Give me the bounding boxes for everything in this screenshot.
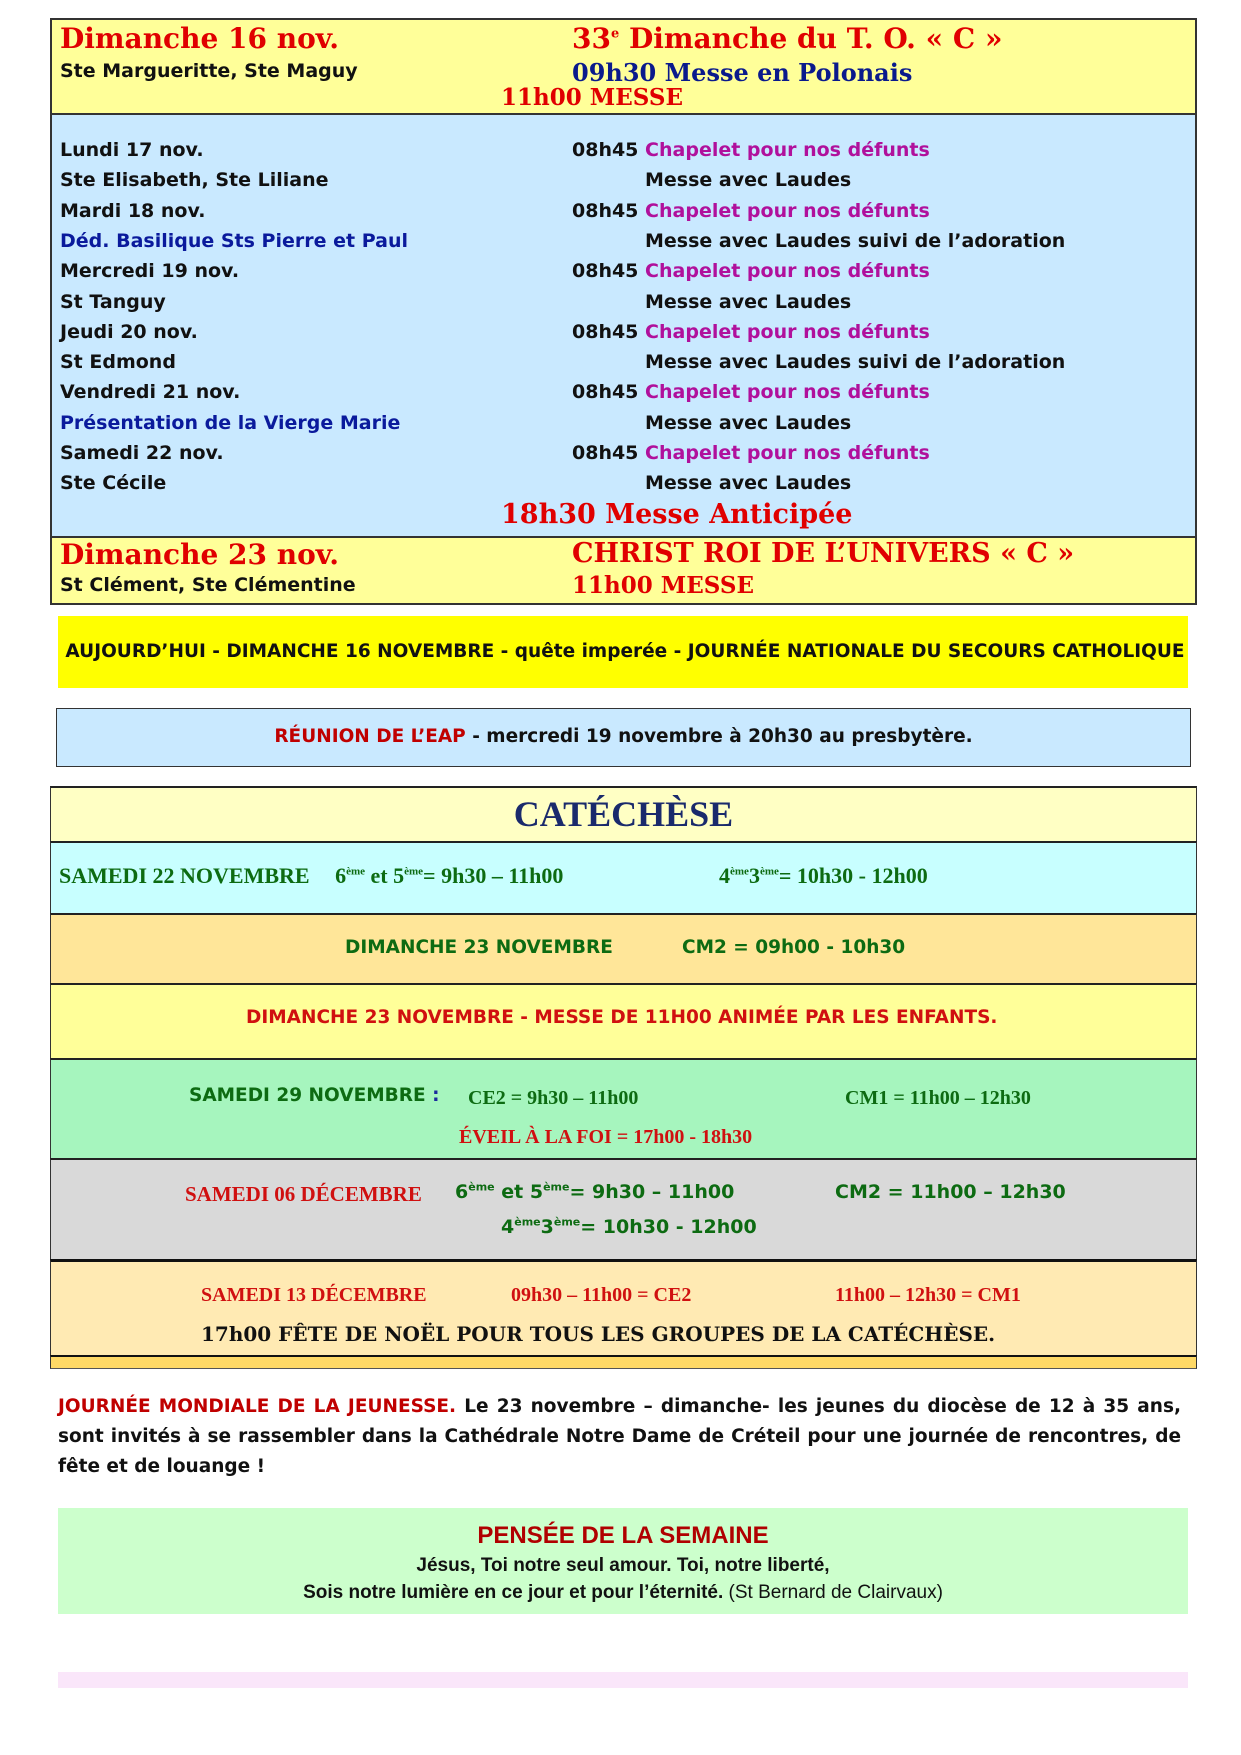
- catechese-sun23-mass: [50, 983, 1197, 1058]
- catechese-sat06: [50, 1158, 1197, 1259]
- sunday1-polish-mass: 09h30 Messe en Polonais: [572, 58, 913, 87]
- chapelet-label: Chapelet pour nos défunts: [645, 260, 930, 283]
- sat13-cm1: 11h00 – 12h30 = CM1: [835, 1284, 1021, 1306]
- sunday2-saints: St Clément, Ste Clémentine: [60, 574, 356, 596]
- sunday2-title: CHRIST ROI DE L’UNIVERS « C »: [572, 538, 1075, 569]
- title-rest: Dimanche du T. O. « C »: [619, 22, 1003, 55]
- weekday-schedule: [50, 115, 1197, 537]
- chapelet-time: 08h45: [572, 199, 639, 222]
- sat29-eveil: ÉVEIL À LA FOI = 17h00 - 18h30: [459, 1126, 753, 1148]
- weekday-date: Jeudi 20 nov.: [60, 320, 198, 343]
- sunday-16-block: [50, 18, 1197, 115]
- sunday-23-block: [50, 536, 1197, 605]
- sat22-group2: 4ème3ème= 10h30 - 12h00: [719, 863, 928, 888]
- sat13-label: SAMEDI 13 DÉCEMBRE: [201, 1284, 427, 1306]
- pensee-quote: Sois notre lumière en ce jour et pour l’éternité.: [303, 1582, 724, 1603]
- weekday-chapelet-line: [572, 196, 930, 226]
- sunday1-date: Dimanche 16 nov.: [60, 22, 339, 55]
- sunday1-main-mass: 11h00 MESSE: [501, 84, 683, 111]
- sun23-mass-text: DIMANCHE 23 NOVEMBRE - MESSE DE 11H00 ANIMÉE PAR LES ENFANTS.: [246, 1007, 998, 1028]
- chapelet-label: Chapelet pour nos défunts: [645, 442, 930, 464]
- sat22-line: [59, 863, 563, 889]
- sat06-group1: 6ème et 5ème= 9h30 – 11h00: [455, 1180, 735, 1203]
- pensee-line1: Jésus, Toi notre seul amour. Toi, notre liberté,: [416, 1555, 830, 1576]
- catechese-header: [50, 786, 1197, 841]
- sunday1-saints: Ste Margueritte, Ste Maguy: [60, 60, 358, 82]
- weekday-date: Mardi 18 nov.: [60, 199, 206, 222]
- weekday-chapelet-line: [572, 317, 930, 347]
- weekday-saint: Déd. Basilique Sts Pierre et Paul: [60, 229, 408, 252]
- title-number: 33: [572, 22, 611, 55]
- sunday2-date: Dimanche 23 nov.: [60, 538, 339, 571]
- pensee-box: [58, 1508, 1188, 1614]
- weekday-date: Lundi 17 nov.: [60, 139, 204, 161]
- weekday-saint: Ste Elisabeth, Ste Liliane: [60, 169, 329, 192]
- eap-details: - mercredi 19 novembre à 20h30 au presbytère.: [465, 726, 973, 747]
- sat29-colon: :: [432, 1085, 440, 1106]
- sat22-label: SAMEDI 22 NOVEMBRE: [59, 863, 310, 888]
- anticipated-mass: 18h30 Messe Anticipée: [501, 499, 853, 530]
- chapelet-label: Chapelet pour nos défunts: [645, 139, 930, 161]
- weekday-saint: Présentation de la Vierge Marie: [60, 411, 401, 434]
- catechese-sun23: [50, 913, 1197, 983]
- weekday-mass: Messe avec Laudes: [645, 169, 852, 192]
- chapelet-time: 08h45: [572, 320, 639, 343]
- jmj-paragraph: [58, 1392, 1181, 1482]
- pensee-title: PENSÉE DE LA SEMAINE: [477, 1522, 769, 1549]
- sat29-cm1: CM1 = 11h00 – 12h30: [845, 1087, 1031, 1109]
- catechese-sat22: [50, 841, 1197, 913]
- weekday-date: Vendredi 21 nov.: [60, 381, 241, 404]
- sat29-label-line: [189, 1085, 439, 1106]
- chapelet-time: 08h45: [572, 139, 639, 161]
- quete-banner: [58, 616, 1188, 688]
- title-superscript: e: [610, 26, 620, 42]
- sat06-cm2: CM2 = 11h00 – 12h30: [835, 1181, 1066, 1203]
- sun23-detail: CM2 = 09h00 - 10h30: [682, 937, 906, 958]
- jmj-label: JOURNÉE MONDIALE DE LA JEUNESSE.: [58, 1396, 457, 1417]
- sat06-group2: 4ème3ème= 10h30 - 12h00: [501, 1215, 757, 1238]
- decorative-pink-bar: [58, 1672, 1188, 1688]
- weekday-mass: Messe avec Laudes suivi de l’adoration: [645, 229, 1066, 252]
- sun23-label: DIMANCHE 23 NOVEMBRE: [345, 937, 613, 958]
- sat29-ce2: CE2 = 9h30 – 11h00: [468, 1087, 639, 1109]
- sat13-noel: 17h00 FÊTE DE NOËL POUR TOUS LES GROUPES DE LA CATÉCHÈSE.: [201, 1322, 996, 1346]
- weekday-chapelet-line: [572, 377, 930, 407]
- quete-text: AUJOURD’HUI - DIMANCHE 16 NOVEMBRE - quête imperée - JOURNÉE NATIONALE DU SECOURS CATHOLIQUE: [65, 641, 1185, 662]
- jmj-text: Le 23 novembre – dimanche- les jeunes du diocèse de 12 à 35 ans, sont invités à se rassembler dans la Cathédrale Notre Dame de Créteil pour une journée de rencontres, de fête et de louange !: [58, 1396, 1181, 1477]
- weekday-chapelet-line: [572, 135, 930, 165]
- weekday-saint: Ste Cécile: [60, 472, 167, 495]
- weekday-chapelet-line: [572, 256, 930, 286]
- weekday-mass: Messe avec Laudes: [645, 290, 852, 313]
- weekday-date: Mercredi 19 nov.: [60, 260, 240, 283]
- chapelet-time: 08h45: [572, 442, 639, 464]
- catechese-sat13: [50, 1259, 1197, 1355]
- weekday-mass: Messe avec Laudes suivi de l’adoration: [645, 351, 1066, 374]
- catechese-title: CATÉCHÈSE: [513, 794, 734, 834]
- weekday-saint: St Tanguy: [60, 290, 166, 313]
- chapelet-label: Chapelet pour nos défunts: [645, 320, 930, 343]
- sunday2-main-mass: 11h00 MESSE: [572, 572, 754, 599]
- chapelet-label: Chapelet pour nos défunts: [645, 199, 930, 222]
- pensee-line2: [58, 1579, 1188, 1606]
- sat22-group1: 6ème et 5ème= 9h30 – 11h00: [335, 863, 564, 888]
- pensee-attribution: (St Bernard de Clairvaux): [723, 1582, 943, 1603]
- eap-meeting-box: [56, 708, 1191, 767]
- sat29-label: SAMEDI 29 NOVEMBRE: [189, 1085, 426, 1106]
- sunday1-title: [572, 22, 1002, 55]
- weekday-mass: Messe avec Laudes: [645, 472, 852, 495]
- sat06-label: SAMEDI 06 DÉCEMBRE: [185, 1182, 422, 1206]
- weekday-saint: St Edmond: [60, 351, 176, 374]
- eap-label: RÉUNION DE L’EAP: [274, 726, 466, 747]
- weekday-date: Samedi 22 nov.: [60, 442, 224, 464]
- weekday-chapelet-line: [572, 438, 930, 468]
- chapelet-time: 08h45: [572, 381, 639, 404]
- chapelet-time: 08h45: [572, 260, 639, 283]
- weekday-mass: Messe avec Laudes: [645, 411, 852, 434]
- chapelet-label: Chapelet pour nos défunts: [645, 381, 930, 404]
- catechese-footer-bar: [50, 1355, 1197, 1369]
- sat13-ce2: 09h30 – 11h00 = CE2: [511, 1284, 692, 1306]
- eap-line: [57, 709, 1190, 765]
- catechese-sat29: [50, 1058, 1197, 1158]
